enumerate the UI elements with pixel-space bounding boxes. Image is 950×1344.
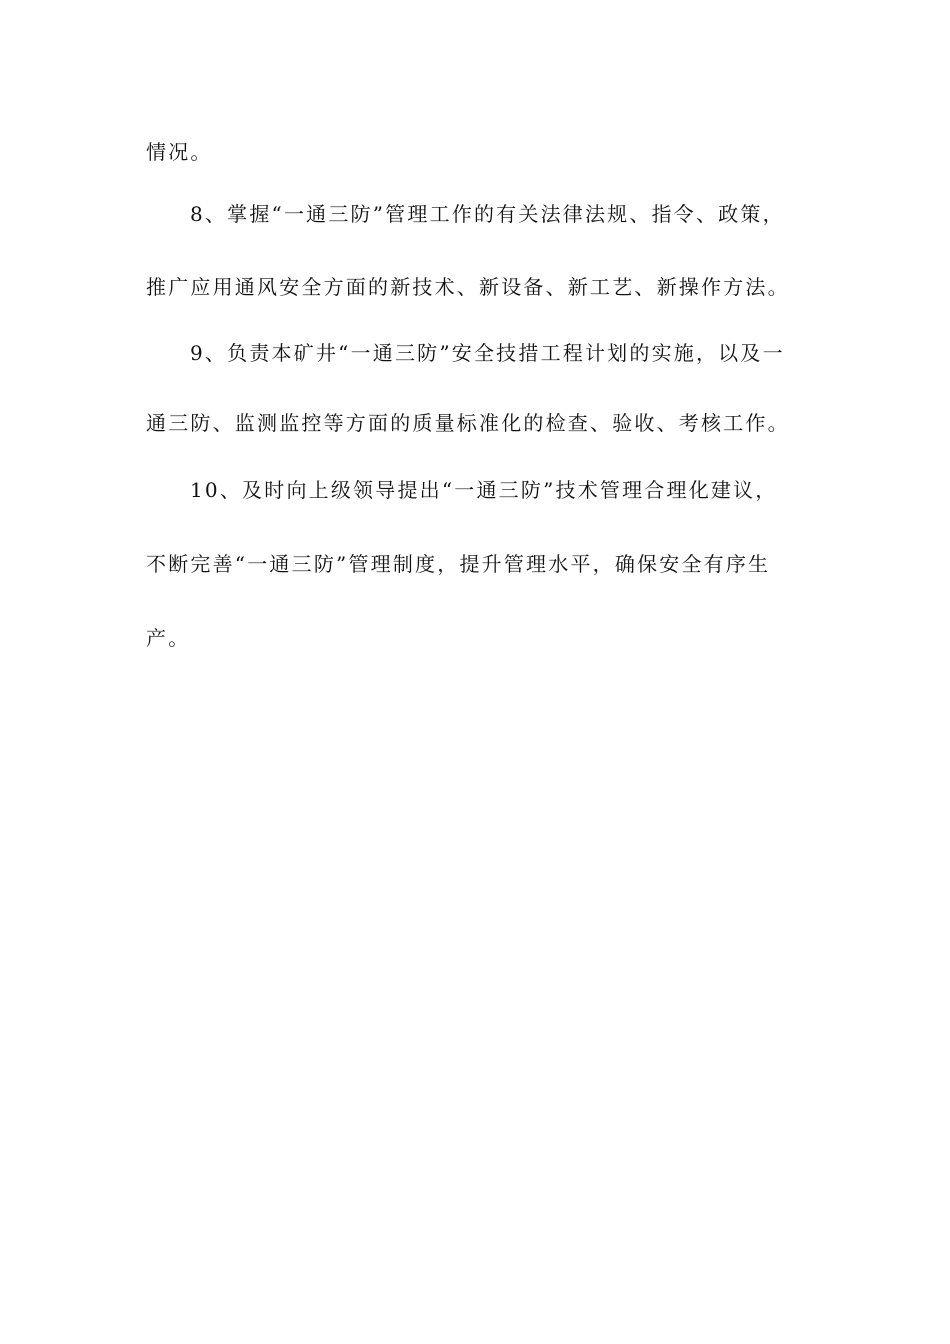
paragraph-8-line-1: 8、掌握“一通三防”管理工作的有关法律法规、指令、政策， bbox=[190, 202, 785, 226]
paragraph-9-line-2: 通三防、监测监控等方面的质量标准化的检查、验收、考核工作。 bbox=[146, 411, 790, 435]
paragraph-10-line-2: 不断完善“一通三防”管理制度，提升管理水平，确保安全有序生 bbox=[146, 552, 771, 576]
paragraph-9-line-1: 9、负责本矿井“一通三防”安全技措工程计划的实施，以及一 bbox=[190, 341, 785, 365]
paragraph-10-line-1: 10、及时向上级领导提出“一通三防”技术管理合理化建议， bbox=[190, 478, 778, 502]
paragraph-10-line-3: 产。 bbox=[146, 626, 191, 650]
paragraph-7-tail: 情况。 bbox=[146, 140, 213, 164]
paragraph-8-line-2: 推广应用通风安全方面的新技术、新设备、新工艺、新操作方法。 bbox=[146, 275, 790, 299]
